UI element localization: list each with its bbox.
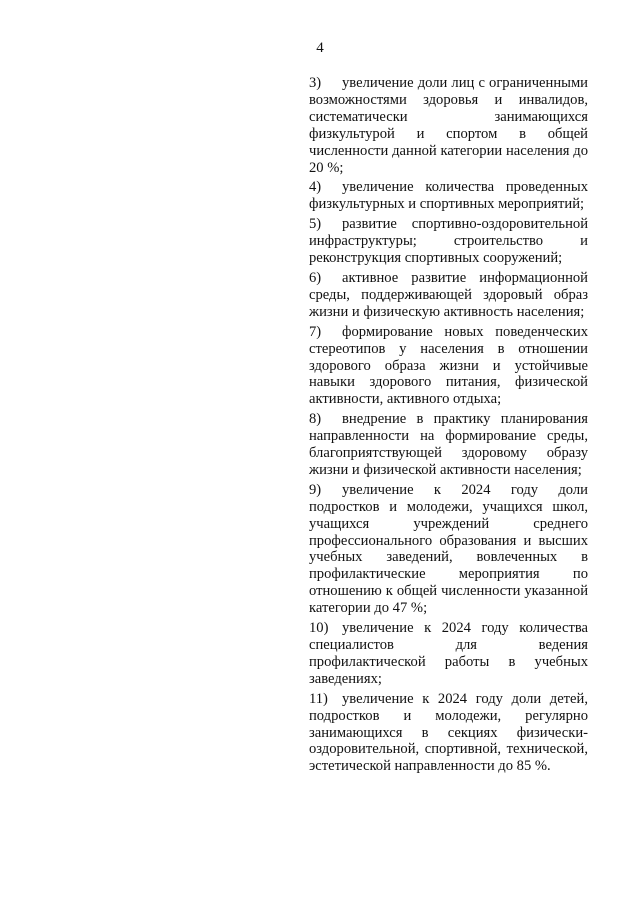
item-number: 10)	[309, 620, 329, 637]
item-number: 3)	[309, 75, 322, 91]
item-text: внедрение в практику планирования направленности на формирование среды, благоприятствующей здоровому образу жизни и физической активности населения;	[309, 411, 588, 478]
list-item	[309, 620, 588, 688]
list-item	[309, 324, 588, 409]
list-item	[309, 482, 588, 617]
page-number: 4	[316, 40, 324, 56]
item-text: развитие спортивно-оздоровительной инфраструктуры; строительство и реконструкция спортивных сооружений;	[309, 216, 588, 267]
list-item	[309, 75, 588, 176]
item-text: увеличение доли лиц с ограниченными возможностями здоровья и инвалидов, систематически занимающихся физкультурой и спортом в общей численности данной категории населения до 20 %;	[309, 75, 588, 176]
item-number: 6)	[309, 269, 322, 286]
item-text: увеличение к 2024 году количества специалистов для ведения профилактической работы в учебных заведениях;	[309, 620, 588, 687]
list-item	[309, 216, 588, 267]
item-number: 11)	[309, 690, 328, 707]
item-number: 4)	[309, 179, 322, 196]
item-number: 7)	[309, 323, 322, 340]
list-item	[309, 691, 588, 776]
item-text: увеличение количества проведенных физкультурных и спортивных мероприятий;	[309, 179, 588, 213]
list-item	[309, 411, 588, 479]
item-number: 9)	[309, 481, 322, 498]
item-number: 5)	[309, 216, 322, 233]
list-item	[309, 179, 588, 213]
item-text: формирование новых поведенческих стереотипов у населения в отношении здорового образа жизни и устойчивые навыки здорового питания, физической активности, активного отдыха;	[309, 323, 588, 408]
document-body	[309, 75, 588, 778]
list-item	[309, 270, 588, 321]
item-number: 8)	[309, 411, 322, 428]
item-text: увеличение к 2024 году доли детей, подростков и молодежи, регулярно занимающихся в секциях физически-оздоровительной, спортивной, технической, эстетической направленности до 85 %.	[309, 690, 588, 775]
item-text: активное развитие информационной среды, поддерживающей здоровый образ жизни и физическую активность населения;	[309, 269, 588, 320]
item-text: увеличение к 2024 году доли подростков и молодежи, учащихся школ, учащихся учреждений среднего профессионального образования и высших учебных заведений, вовлеченных в профилактические мероприятия по отношению к общей численности указанной категории до 47 %;	[309, 481, 588, 617]
